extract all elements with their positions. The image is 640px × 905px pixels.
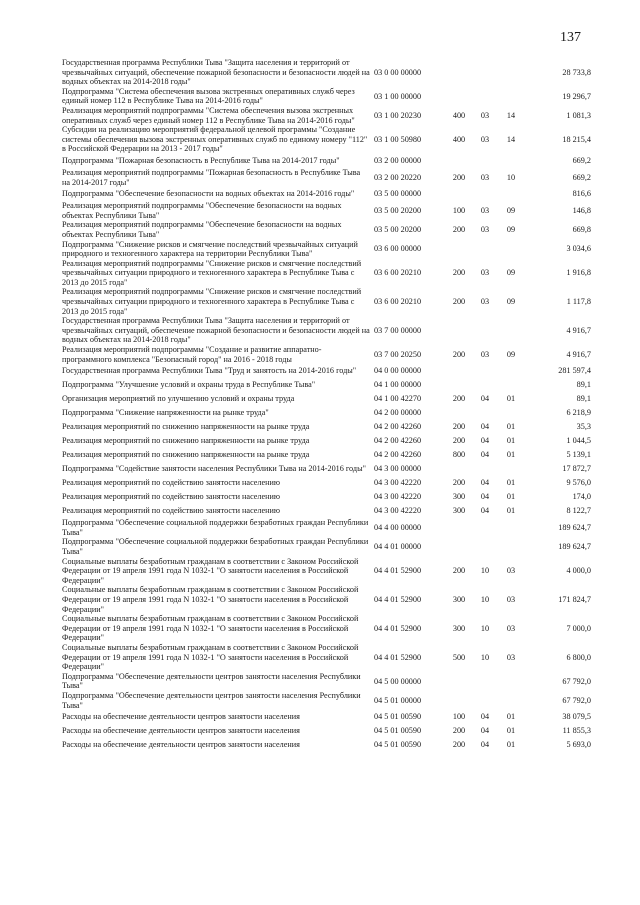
row-target-code: 03 2 00 00000 [374, 156, 422, 166]
row-expense-type: 200 [452, 740, 466, 750]
row-amount: 8 122,7 [566, 506, 591, 516]
row-subsection: 01 [506, 478, 516, 488]
table-row [62, 240, 591, 259]
row-expense-type [446, 364, 472, 378]
row-description: Подпрограмма "Система обеспечения вызова экстренных оперативных служб через единый номер 112 в Республике Тыва на 2014-2016 годы" [62, 86, 355, 106]
row-description: Социальные выплаты безработным гражданам в соответствии с Законом Российской Федерации от 19 апреля 1991 года N 1032-1 "О занятости населения в Российской Федерации" [62, 614, 359, 643]
row-amount: 281 597,4 [558, 366, 591, 376]
row-expense-type: 200 [452, 172, 466, 182]
row-amount: 5 139,1 [566, 450, 591, 460]
row-target-code: 04 5 01 00590 [374, 712, 422, 722]
row-section [472, 462, 498, 476]
row-subsection [498, 691, 524, 710]
row-expense-type: 200 [452, 225, 466, 235]
row-section [472, 537, 498, 556]
row-target-code: 04 3 00 00000 [374, 464, 422, 474]
row-target-code: 03 5 00 20200 [374, 225, 422, 235]
table-row [62, 710, 591, 724]
row-description: Подпрограмма "Обеспечение социальной поддержки безработных граждан Республики Тыва" [62, 537, 369, 556]
row-target-code: 04 4 01 00000 [374, 542, 422, 552]
row-amount: 5 693,0 [566, 740, 591, 750]
row-expense-type: 400 [452, 134, 466, 144]
row-amount: 17 872,7 [562, 464, 591, 474]
table-row [62, 406, 591, 420]
row-section [472, 406, 498, 420]
row-section: 10 [480, 652, 490, 662]
row-subsection: 14 [506, 134, 516, 144]
row-section: 04 [480, 450, 490, 460]
row-target-code: 04 5 01 00590 [374, 726, 422, 736]
row-section: 04 [480, 394, 490, 404]
row-description: Государственная программа Республики Тыва "Труд и занятость на 2014-2016 годы" [62, 366, 357, 376]
row-description: Подпрограмма "Содействие занятости населения Республики Тыва на 2014-2016 годы" [62, 464, 366, 474]
row-description: Подпрограмма "Обеспечение деятельности центров занятости населения Республики Тыва" [62, 690, 361, 710]
row-subsection: 03 [506, 652, 516, 662]
row-section [472, 672, 498, 691]
table-row [62, 557, 591, 586]
row-section [472, 364, 498, 378]
row-amount: 67 792,0 [562, 695, 591, 705]
row-description: Реализация мероприятий подпрограммы "Снижение рисков и смягчение последствий чрезвычайных ситуации природного и техногенного характера в Республике Тыва с 2013 до 2015 года" [62, 287, 362, 316]
row-description: Государственная программа Республики Тыва "Защита населения и территорий от чрезвычайных ситуаций, обеспечение пожарной безопасности и безопасности людей на водных объектах на 2014-2018 годы" [62, 316, 370, 345]
row-section: 03 [480, 225, 490, 235]
row-target-code: 04 2 00 42260 [374, 450, 422, 460]
row-amount: 3 034,6 [566, 244, 591, 254]
row-description: Реализация мероприятий подпрограммы "Обеспечение безопасности на водных объектах Республики Тыва" [62, 220, 342, 239]
row-amount: 171 824,7 [558, 594, 591, 604]
row-section [472, 691, 498, 710]
row-expense-type: 500 [452, 652, 466, 662]
row-subsection [498, 378, 524, 392]
table-row [62, 476, 591, 490]
table-row [62, 504, 591, 518]
row-section [472, 518, 498, 537]
table-row [62, 259, 591, 288]
row-description: Подпрограмма "Улучшение условий и охраны труда в Республике Тыва" [62, 380, 316, 390]
row-expense-type: 300 [452, 506, 466, 516]
row-expense-type: 100 [452, 712, 466, 722]
row-target-code: 03 6 00 20210 [374, 268, 422, 278]
row-subsection: 01 [506, 450, 516, 460]
row-subsection [498, 462, 524, 476]
row-amount: 4 000,0 [566, 566, 591, 576]
row-amount: 7 000,0 [566, 623, 591, 633]
row-target-code: 03 1 00 00000 [374, 91, 422, 101]
row-description: Реализация мероприятий по содействию занятости населению [62, 506, 281, 516]
row-subsection: 09 [506, 225, 516, 235]
row-target-code: 03 7 00 20250 [374, 349, 422, 359]
table-row [62, 220, 591, 239]
row-subsection: 09 [506, 268, 516, 278]
row-expense-type [446, 316, 472, 345]
row-expense-type [446, 518, 472, 537]
row-amount: 189 624,7 [558, 542, 591, 552]
row-target-code: 03 5 00 20200 [374, 205, 422, 215]
row-description: Расходы на обеспечение деятельности центров занятости населения [62, 740, 300, 750]
table-row [62, 287, 591, 316]
row-target-code: 04 2 00 42260 [374, 422, 422, 432]
row-section [472, 240, 498, 259]
row-section: 03 [480, 205, 490, 215]
row-amount: 669,2 [572, 156, 591, 166]
row-target-code: 03 1 00 20230 [374, 110, 422, 120]
row-description: Подпрограмма "Обеспечение социальной поддержки безработных граждан Республики Тыва" [62, 518, 369, 537]
row-expense-type [446, 187, 472, 201]
row-section: 04 [480, 726, 490, 736]
row-expense-type [446, 672, 472, 691]
row-subsection: 14 [506, 110, 516, 120]
row-expense-type: 200 [452, 349, 466, 359]
row-description: Социальные выплаты безработным гражданам в соответствии с Законом Российской Федерации от 19 апреля 1991 года N 1032-1 "О занятости населения в Российской Федерации" [62, 585, 359, 614]
row-description: Реализация мероприятий по содействию занятости населению [62, 492, 281, 502]
row-description: Подпрограмма "Обеспечение деятельности центров занятости населения Республики Тыва" [62, 671, 361, 691]
row-target-code: 04 3 00 42220 [374, 478, 422, 488]
row-description: Реализация мероприятий подпрограммы "Пожарная безопасность в Республике Тыва на 2014-2017 годы" [62, 167, 361, 187]
row-amount: 1 916,8 [566, 268, 591, 278]
row-section: 10 [480, 623, 490, 633]
row-description: Государственная программа Республики Тыва "Защита населения и территорий от чрезвычайных ситуаций, обеспечение пожарной безопасности и безопасности людей на водных объектах на 2014-2018 годы" [62, 58, 370, 87]
row-subsection [498, 316, 524, 345]
row-subsection [498, 672, 524, 691]
row-subsection: 01 [506, 740, 516, 750]
row-description: Реализация мероприятий по содействию занятости населению [62, 478, 281, 488]
row-subsection: 01 [506, 712, 516, 722]
row-subsection [498, 87, 524, 106]
row-description: Расходы на обеспечение деятельности центров занятости населения [62, 726, 300, 736]
row-expense-type [446, 406, 472, 420]
row-section: 03 [480, 134, 490, 144]
row-section [472, 58, 498, 87]
row-subsection: 10 [506, 172, 516, 182]
row-section [472, 154, 498, 168]
table-row [62, 672, 591, 691]
row-expense-type: 400 [452, 110, 466, 120]
table-row [62, 364, 591, 378]
row-target-code: 04 4 01 52900 [374, 623, 422, 633]
row-expense-type: 100 [452, 205, 466, 215]
row-subsection: 01 [506, 506, 516, 516]
row-expense-type: 300 [452, 492, 466, 502]
row-amount: 146,8 [572, 205, 591, 215]
row-section: 03 [480, 172, 490, 182]
table-row [62, 724, 591, 738]
table-row [62, 691, 591, 710]
row-expense-type [446, 154, 472, 168]
row-subsection: 01 [506, 422, 516, 432]
row-target-code: 04 4 01 52900 [374, 594, 422, 604]
row-amount: 9 576,0 [566, 478, 591, 488]
row-amount: 6 800,0 [566, 652, 591, 662]
row-section: 04 [480, 506, 490, 516]
row-target-code: 03 6 00 00000 [374, 244, 422, 254]
row-subsection [498, 518, 524, 537]
row-description: Субсидии на реализацию мероприятий федеральной целевой программы "Создание системы обеспечения вызова экстренных оперативных служб по единому номеру "112" в Российской Федерации на 2013 - 2017 годы" [62, 125, 368, 154]
row-target-code: 04 1 00 00000 [374, 380, 422, 390]
table-row [62, 316, 591, 345]
row-amount: 189 624,7 [558, 523, 591, 533]
row-section: 04 [480, 478, 490, 488]
table-row [62, 378, 591, 392]
row-subsection [498, 537, 524, 556]
row-description: Расходы на обеспечение деятельности центров занятости населения [62, 712, 300, 722]
row-expense-type [446, 240, 472, 259]
table-row [62, 738, 591, 752]
row-target-code: 03 5 00 00000 [374, 189, 422, 199]
table-row [62, 420, 591, 434]
row-amount: 19 296,7 [562, 91, 591, 101]
row-expense-type: 200 [452, 268, 466, 278]
row-target-code: 04 5 01 00590 [374, 740, 422, 750]
table-row [62, 58, 591, 87]
table-row [62, 462, 591, 476]
row-description: Реализация мероприятий подпрограммы "Снижение рисков и смягчение последствий чрезвычайных ситуации природного и техногенного характера в Республике Тыва с 2013 до 2015 года" [62, 258, 362, 287]
table-row [62, 201, 591, 220]
row-section: 03 [480, 110, 490, 120]
row-section: 04 [480, 422, 490, 432]
row-description: Организация мероприятий по улучшению условий и охраны труда [62, 394, 295, 404]
row-target-code: 04 4 01 52900 [374, 652, 422, 662]
table-row [62, 187, 591, 201]
row-section: 03 [480, 268, 490, 278]
table-row [62, 168, 591, 187]
row-subsection: 03 [506, 594, 516, 604]
row-subsection: 09 [506, 205, 516, 215]
row-target-code: 04 3 00 42220 [374, 492, 422, 502]
row-expense-type [446, 87, 472, 106]
row-target-code: 03 0 00 00000 [374, 67, 422, 77]
row-expense-type [446, 58, 472, 87]
row-expense-type [446, 537, 472, 556]
row-subsection: 09 [506, 297, 516, 307]
row-expense-type: 200 [452, 297, 466, 307]
row-expense-type: 200 [452, 422, 466, 432]
row-amount: 174,0 [572, 492, 591, 502]
table-row [62, 125, 591, 154]
row-subsection [498, 187, 524, 201]
row-amount: 89,1 [576, 380, 591, 390]
row-section [472, 87, 498, 106]
row-target-code: 04 4 00 00000 [374, 523, 422, 533]
row-target-code: 04 3 00 42220 [374, 506, 422, 516]
row-subsection: 03 [506, 566, 516, 576]
budget-table-body [62, 58, 591, 752]
row-expense-type [446, 691, 472, 710]
row-amount: 38 079,5 [562, 712, 591, 722]
budget-table [62, 58, 591, 752]
row-target-code: 04 0 00 00000 [374, 366, 422, 376]
row-section: 03 [480, 349, 490, 359]
row-amount: 4 916,7 [566, 325, 591, 335]
row-description: Реализация мероприятий по снижению напряженности на рынке труда [62, 450, 310, 460]
table-row [62, 434, 591, 448]
row-description: Подпрограмма "Пожарная безопасность в Республике Тыва на 2014-2017 годы" [62, 156, 340, 166]
row-subsection [498, 406, 524, 420]
row-expense-type [446, 378, 472, 392]
row-description: Подпрограмма "Снижение напряженности на рынке труда" [62, 408, 269, 418]
row-expense-type: 200 [452, 726, 466, 736]
row-target-code: 03 1 00 50980 [374, 134, 422, 144]
row-amount: 67 792,0 [562, 676, 591, 686]
row-amount: 1 044,5 [566, 436, 591, 446]
row-target-code: 03 2 00 20220 [374, 172, 422, 182]
row-amount: 11 855,3 [562, 726, 591, 736]
page-number: 137 [560, 30, 581, 45]
row-description: Подпрограмма "Снижение рисков и смягчение последствий чрезвычайных ситуаций природного и техногенного характера на территории Республики Тыва" [62, 239, 358, 259]
row-section: 10 [480, 566, 490, 576]
row-expense-type: 200 [452, 436, 466, 446]
row-expense-type: 200 [452, 394, 466, 404]
table-row [62, 614, 591, 643]
row-amount: 669,8 [572, 225, 591, 235]
table-row [62, 106, 591, 125]
table-row [62, 345, 591, 364]
row-target-code: 04 2 00 00000 [374, 408, 422, 418]
row-description: Реализация мероприятий подпрограммы "Обеспечение безопасности на водных объектах Республики Тыва" [62, 201, 342, 220]
row-expense-type: 200 [452, 478, 466, 488]
table-row [62, 518, 591, 537]
row-target-code: 04 5 00 00000 [374, 676, 422, 686]
row-subsection: 03 [506, 623, 516, 633]
row-subsection: 01 [506, 492, 516, 502]
row-section: 04 [480, 740, 490, 750]
table-row [62, 490, 591, 504]
row-section [472, 187, 498, 201]
row-amount: 1 081,3 [566, 110, 591, 120]
table-row [62, 643, 591, 672]
row-subsection [498, 154, 524, 168]
row-section: 04 [480, 436, 490, 446]
row-expense-type: 300 [452, 623, 466, 633]
row-target-code: 03 6 00 20210 [374, 297, 422, 307]
row-amount: 6 218,9 [566, 408, 591, 418]
row-section: 04 [480, 492, 490, 502]
row-expense-type: 300 [452, 594, 466, 604]
row-target-code: 04 2 00 42260 [374, 436, 422, 446]
row-subsection [498, 240, 524, 259]
row-description: Подпрограмма "Обеспечение безопасности на водных объектах на 2014-2016 годы" [62, 189, 355, 199]
row-amount: 28 733,8 [562, 67, 591, 77]
table-row [62, 154, 591, 168]
row-expense-type: 200 [452, 566, 466, 576]
row-amount: 669,2 [572, 172, 591, 182]
row-amount: 4 916,7 [566, 349, 591, 359]
row-subsection: 01 [506, 436, 516, 446]
table-row [62, 537, 591, 556]
row-section [472, 378, 498, 392]
row-section: 10 [480, 594, 490, 604]
row-expense-type [446, 462, 472, 476]
row-section: 03 [480, 297, 490, 307]
table-row [62, 87, 591, 106]
row-description: Реализация мероприятий подпрограммы "Система обеспечения вызова экстренных оперативных служб через единый номер 112 в Республике Тыва на 2014-2016 годы" [62, 105, 355, 125]
table-row [62, 392, 591, 406]
row-subsection [498, 364, 524, 378]
row-section [472, 316, 498, 345]
row-subsection: 01 [506, 726, 516, 736]
row-description: Реализация мероприятий подпрограммы "Создание и развитие аппаратно-программного комплекса "Безопасный город" на 2016 - 2018 годы [62, 345, 322, 364]
row-amount: 816,6 [572, 189, 591, 199]
table-row [62, 585, 591, 614]
row-target-code: 04 1 00 42270 [374, 394, 422, 404]
row-amount: 35,3 [576, 422, 591, 432]
row-subsection: 09 [506, 349, 516, 359]
row-amount: 89,1 [576, 394, 591, 404]
row-expense-type: 800 [452, 450, 466, 460]
row-subsection [498, 58, 524, 87]
row-section: 04 [480, 712, 490, 722]
row-subsection: 01 [506, 394, 516, 404]
table-row [62, 448, 591, 462]
row-description: Реализация мероприятий по снижению напряженности на рынке труда [62, 436, 310, 446]
row-target-code: 04 4 01 52900 [374, 566, 422, 576]
row-target-code: 03 7 00 00000 [374, 325, 422, 335]
row-target-code: 04 5 01 00000 [374, 695, 422, 705]
row-description: Социальные выплаты безработным гражданам в соответствии с Законом Российской Федерации от 19 апреля 1991 года N 1032-1 "О занятости населения в Российской Федерации" [62, 642, 359, 672]
row-description: Реализация мероприятий по снижению напряженности на рынке труда [62, 422, 310, 432]
row-amount: 18 215,4 [562, 134, 591, 144]
row-amount: 1 117,8 [566, 297, 591, 307]
row-description: Социальные выплаты безработным гражданам в соответствии с Законом Российской Федерации от 19 апреля 1991 года N 1032-1 "О занятости населения в Российской Федерации" [62, 556, 359, 585]
